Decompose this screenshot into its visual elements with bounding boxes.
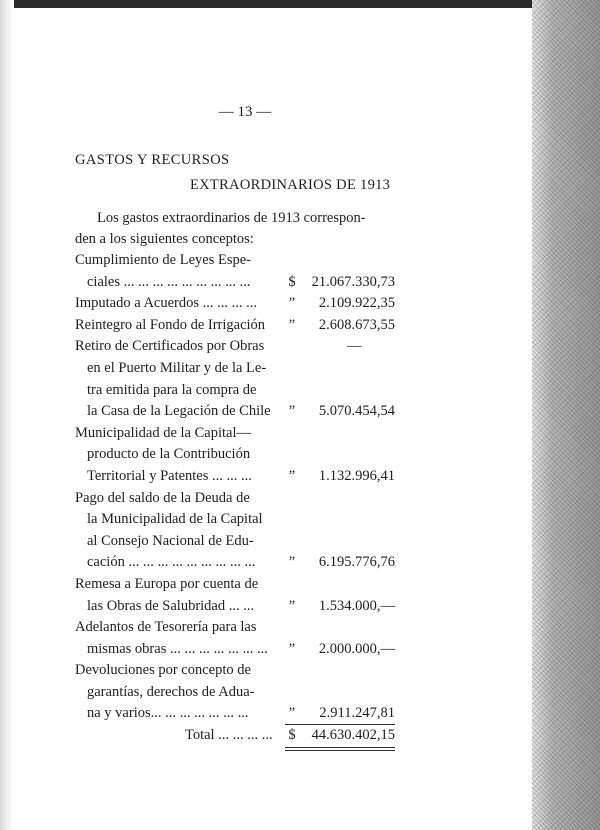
entry-label: mismas obras ... ... ... ... ... ... ... bbox=[87, 640, 268, 657]
section-heading: GASTOS Y RECURSOS bbox=[75, 152, 230, 168]
ledger-entry bbox=[75, 488, 395, 574]
entry-label: en el Puerto Militar y de la Le- bbox=[87, 359, 267, 376]
currency-mark: $ bbox=[288, 273, 296, 290]
intro-line: Los gastos extraordinarios de 1913 correspon- bbox=[97, 210, 366, 226]
currency-mark: ” bbox=[288, 597, 296, 614]
total-amount: 44.630.402,15 bbox=[311, 727, 395, 744]
entry-amount: 21.067.330,73 bbox=[311, 273, 395, 290]
entry-amount: 2.911.247,81 bbox=[319, 705, 395, 722]
ledger-entry bbox=[75, 315, 395, 337]
intro-line: den a los siguientes conceptos: bbox=[75, 231, 254, 247]
amount-dash: — bbox=[347, 338, 362, 355]
entry-label: tra emitida para la compra de bbox=[87, 381, 257, 398]
entry-amount: 2.608.673,55 bbox=[318, 316, 395, 333]
ledger-entry bbox=[75, 293, 395, 315]
scan-left-edge bbox=[0, 0, 14, 830]
page-number: — 13 — bbox=[218, 104, 272, 120]
ledger-entry bbox=[75, 617, 395, 660]
entry-label: las Obras de Salubridad ... ... bbox=[87, 597, 255, 614]
entry-label: Devoluciones por concepto de bbox=[75, 662, 251, 679]
ledger-entry bbox=[75, 423, 395, 488]
currency-mark: $ bbox=[288, 727, 296, 744]
currency-mark: ” bbox=[288, 403, 296, 420]
expenses-ledger bbox=[75, 250, 395, 747]
currency-mark: ” bbox=[288, 316, 296, 333]
entry-label: cación ... ... ... ... ... ... ... ... ... bbox=[87, 554, 256, 571]
currency-mark: ” bbox=[288, 554, 296, 571]
currency-mark: ” bbox=[288, 295, 296, 312]
ledger-entry bbox=[75, 358, 395, 423]
entry-label: Municipalidad de la Capital— bbox=[75, 424, 251, 441]
double-underline bbox=[285, 747, 395, 748]
entry-label: Pago del saldo de la Deuda de bbox=[75, 489, 250, 506]
entry-label: Territorial y Patentes ... ... ... bbox=[87, 467, 252, 484]
currency-mark: ” bbox=[288, 705, 296, 722]
total-label: Total ... ... ... ... bbox=[185, 727, 273, 744]
ledger-entry bbox=[75, 250, 395, 293]
entry-label: na y varios... ... ... ... ... ... ... bbox=[87, 705, 249, 722]
ledger-entry bbox=[75, 660, 395, 725]
entry-label: garantías, derechos de Adua- bbox=[87, 683, 255, 700]
entry-label: Cumplimiento de Leyes Espe- bbox=[75, 252, 251, 268]
entry-label: Imputado a Acuerdos ... ... ... ... bbox=[75, 295, 258, 312]
entry-label: ciales ... ... ... ... ... ... ... ... ... bbox=[87, 273, 251, 290]
entry-label: Remesa a Europa por cuenta de bbox=[75, 575, 259, 592]
entry-label: al Consejo Nacional de Edu- bbox=[87, 532, 254, 549]
currency-mark: ” bbox=[288, 640, 296, 657]
ledger-entry bbox=[75, 336, 395, 358]
ledger-entry bbox=[75, 574, 395, 617]
scan-top-edge bbox=[0, 0, 600, 8]
double-underline bbox=[285, 750, 395, 751]
entry-amount: 1.534.000,— bbox=[318, 597, 395, 614]
currency-mark: ” bbox=[288, 467, 296, 484]
entry-label: Reintegro al Fondo de Irrigación bbox=[75, 316, 266, 333]
entry-label: Adelantos de Tesorería para las bbox=[75, 619, 257, 636]
entry-amount: 6.195.776,76 bbox=[318, 554, 395, 571]
entry-amount: 5.070.454,54 bbox=[318, 403, 395, 420]
entry-amount: 2.000.000,— bbox=[318, 640, 395, 657]
entry-amount: 2.109.922,35 bbox=[318, 295, 395, 312]
section-subheading: EXTRAORDINARIOS DE 1913 bbox=[190, 177, 391, 193]
entry-label: la Municipalidad de la Capital bbox=[87, 511, 263, 528]
entry-amount: 1.132.996,41 bbox=[318, 467, 395, 484]
entry-label: la Casa de la Legación de Chile bbox=[87, 403, 271, 420]
entry-label: Retiro de Certificados por Obras bbox=[75, 338, 265, 355]
scan-right-edge bbox=[532, 0, 600, 830]
intro-paragraph bbox=[75, 208, 393, 250]
entry-label: producto de la Contribución bbox=[87, 446, 251, 463]
ledger-total bbox=[75, 725, 395, 747]
